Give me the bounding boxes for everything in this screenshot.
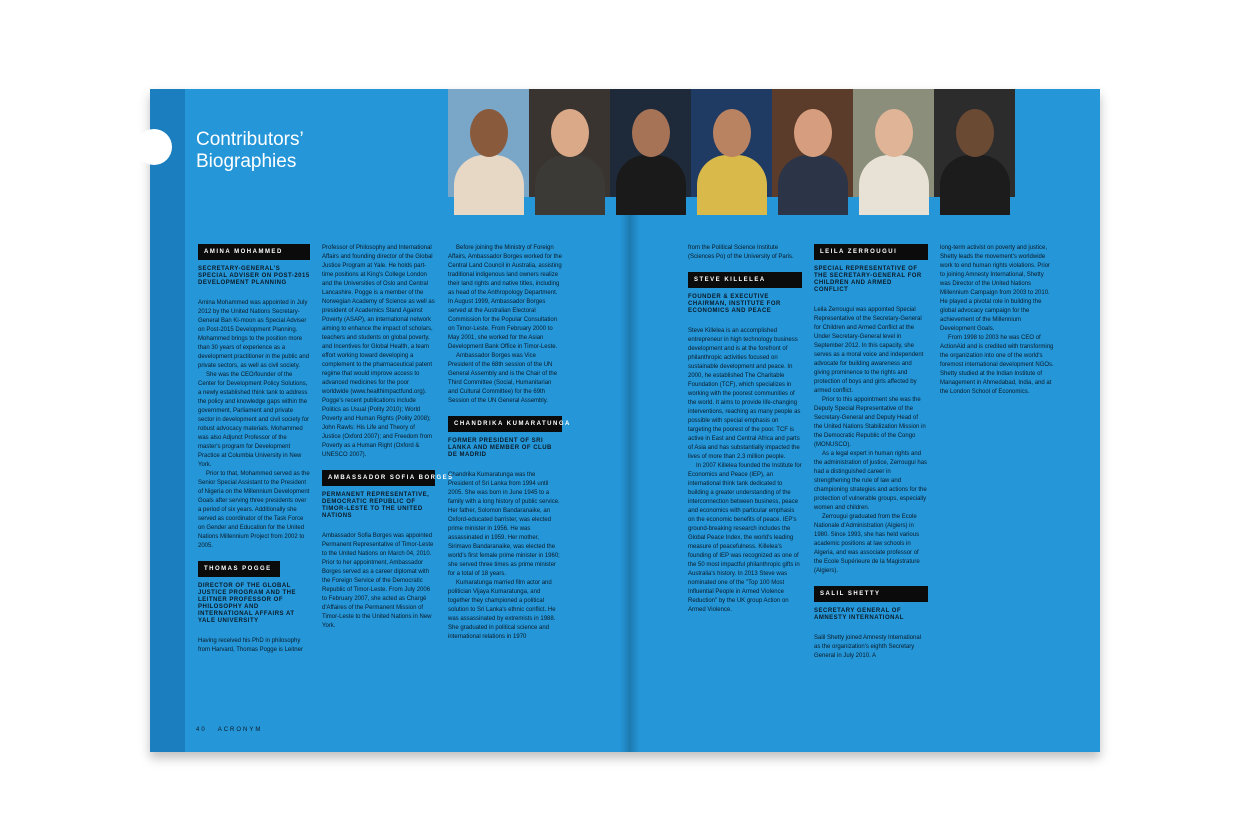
role-amina-mohammed: SECRETARY-GENERAL'S SPECIAL ADVISER ON POST-2015 DEVELOPMENT PLANNING [198,266,310,286]
page-edge-strip [150,89,185,752]
portrait-body [940,155,1010,215]
amina-mohammed-photo [448,89,529,197]
bio-paragraph: Ambassador Sofia Borges was appointed Permanent Representative of Timor-Leste to the United Nations on March 04, 2010. Prior to her appointment, Ambassador Borges served as a career diplomat with the Foreign Service of the Democratic Republic of Timor-Leste. From July 2006 to February 2007, she acted as Chargé d'Affaires of the Permanent Mission of Timor-Leste to the United Nations in New York. [322,533,434,629]
column-4 [688,244,802,615]
bio-paragraph: Salil Shetty joined Amnesty International as the organization's eighth Secretary General in July 2010. A [814,635,922,659]
name-bar-thomas-pogge: THOMAS POGGE [198,561,280,577]
thomas-pogge-photo [529,89,610,197]
bio-paragraph: From 1998 to 2003 he was CEO of ActionAid and is credited with transforming the organization into one of the world's foremost international development NGOs. Shetty studied at the Indian Institute of Management in Ahmedabad, India, and at the London School of Economics. [940,335,1054,395]
bio-paragraph: In 2007 Killelea founded the Institute for Economics and Peace (IEP), an international think tank dedicated to building a greater understanding of the interconnection between business, peace and economics with particular emphasis on the economic benefits of peace. IEP's ground-breaking research includes the Global Peace Index, the world's leading measure of peacefulness. Killelea's founding of IEP was recognized as one of the 50 most impactful philanthropic gifts in Australia's history. In 2013 Steve was nominated one of the "Top 100 Most Influential People in Armed Violence Reduction" by the UK group Action on Armed Violence. [688,463,802,613]
name-bar-steve-killelea: STEVE KILLELEA [688,272,802,288]
page-number: 40 [196,727,207,733]
bio-paragraph: Having received his PhD in philosophy from Harvard, Thomas Pogge is Leitner [198,638,303,653]
column-1 [198,244,310,655]
name-bar-chandrika-kumaratunga: CHANDRIKA KUMARATUNGA [448,416,562,432]
bio-paragraph: Zerrougui graduated from the Ecole Nationale d'Administration (Algiers) in 1980. Since 1993, she has held various academic positions at law schools in Algeria, and was associate professor of the Ecole Supérieure de la Magistrature (Algiers). [814,514,920,574]
bio-paragraph: She was the CEO/founder of the Center for Development Policy Solutions, a newly established think tank to address the policy and knowledge gaps within the government, Parliament and private sector in development and civil society for robust advocacy materials. Mohammed was also Adjunct Professor of the master's program for Development Practice at Columbia University in New York. [198,372,310,468]
bio-paragraph: Amina Mohammed was appointed in July 2012 by the United Nations Secretary-General Ban Ki-moon as Special Adviser on Post-2015 Development Planning. Mohammed brings to the position more than 30 years of experience as a development practitioner in the public and private sectors, as well as civil society. [198,300,310,369]
leila-zerrougui-photo [853,89,934,197]
sofia-borges-photo [610,89,691,197]
portrait-body [616,155,686,215]
bio-paragraph: Professor of Philosophy and International Affairs and founding director of the Global Justice Program at Yale. He holds part-time positions at King's College London and the Universities of Oslo and Central Lancashire. Pogge is a member of the Norwegian Academy of Science as well as president of Academics Stand Against Poverty (ASAP), an international network aiming to enhance the impact of scholars, teachers and students on global poverty, and Incentives for Global Health, a team effort working toward developing a complement to the pharmaceutical patent regime that would improve access to advanced medicines for the poor worldwide (www.healthimpactfund.org). Pogge's recent publications include Politics as Usual (Polity 2010); World Poverty and Human Rights (Polity 2008); John Rawls: His Life and Theory of Justice (Oxford 2007); and Freedom from Poverty as a Human Right (Oxford & UNESCO 2007). [322,245,435,458]
bio-paragraph: Prior to this appointment she was the Deputy Special Representative of the Secretary-General and Deputy Head of the United Nations Stabilization Mission in the Democratic Republic of the Congo (MONUSCO). [814,397,926,448]
role-chandrika-kumaratunga: FORMER PRESIDENT OF SRI LANKA AND MEMBER OF CLUB DE MADRID [448,438,552,458]
role-sofia-borges: PERMANENT REPRESENTATIVE, DEMOCRATIC REPUBLIC OF TIMOR-LESTE TO THE UNITED NATIONS [322,492,430,519]
role-steve-killelea: FOUNDER & EXECUTIVE CHAIRMAN, INSTITUTE FOR ECONOMICS AND PEACE [688,294,781,314]
chandrika-kumaratunga-photo [691,89,772,197]
bio-paragraph: Leila Zerrougui was appointed Special Representative of the Secretary-General for Children and Armed Conflict at the Under Secretary-General level in September 2012. In this capacity, she serves as a moral voice and independent advocate for building awareness and giving prominence to the rights and protection of boys and girls affected by armed conflict. [814,307,924,394]
portrait-body [454,155,524,215]
title-line-1: Contributors’ [196,129,304,150]
column-6 [940,244,1054,397]
name-bar-sofia-borges: AMBASSADOR SOFIA BORGES [322,470,435,486]
portrait-head [470,109,508,157]
title-line-2: Biographies [196,151,297,172]
name-bar-amina-mohammed: AMINA MOHAMMED [198,244,310,260]
role-leila-zerrougui: SPECIAL REPRESENTATIVE OF THE SECRETARY-GENERAL FOR CHILDREN AND ARMED CONFLICT [814,266,922,293]
column-3 [448,244,571,642]
portrait-body [697,155,767,215]
bio-paragraph: Ambassador Borges was Vice President of the 68th session of the UN General Assembly and is the Chair of the Third Committee (Social, Humanitarian and Cultural Committee) for the 69th Session of the UN General Assembly. [448,353,558,404]
contributor-photo-strip [448,89,1100,197]
portrait-body [859,155,929,215]
bio-paragraph: Before joining the Ministry of Foreign Affairs, Ambassador Borges worked for the Central Land Council in Australia, assisting traditional indigenous land owners realize their land rights and native titles, including as head of the Anthropology Department. In August 1999, Ambassador Borges served at the Australian Electoral Commission for the Popular Consultation on Timor-Leste. From February 2000 to May 2001, she worked for the Asian Development Bank Office in Timor-Leste. [448,245,562,350]
bio-paragraph: long-term activist on poverty and justice, Shetty leads the movement's worldwide work to end human rights violations. Prior to joining Amnesty International, Shetty was Director of the United Nations Millennium Campaign from 2003 to 2010. He played a pivotal role in building the global advocacy campaign for the achievement of the Millennium Development Goals. [940,245,1051,332]
bio-paragraph: Kumaratunga married film actor and politician Vijaya Kumaratunga, and together they championed a political solution to Sri Lanka's ethnic conflict. He was assassinated by extremists in 1988. She graduated in political science and international relations in 1970 [448,580,556,640]
bio-paragraph: Steve Killelea is an accomplished entrepreneur in high technology business development and is at the forefront of philanthropic activities focused on sustainable development and peace. In 2000, he established The Charitable Foundation (TCF), which specializes in working with the poorest communities of the world. It aims to provide life-changing interventions, reaching as many people as possible with special emphasis on targeting the poorest of the poor. TCF is active in East and Central Africa and parts of Asia and has substantially impacted the lives of more than 2.3 million people. [688,328,801,460]
page-footer [196,727,262,733]
portrait-body [535,155,605,215]
salil-shetty-photo [934,89,1015,197]
portrait-head [875,109,913,157]
publication-name: ACRONYM [217,727,263,733]
portrait-head [632,109,670,157]
column-2 [322,244,454,631]
portrait-body [778,155,848,215]
column-5 [814,244,928,661]
page-title [196,129,304,173]
portrait-head [713,109,751,157]
magazine-spread [150,89,1100,752]
portrait-head [551,109,589,157]
bio-paragraph: Prior to that, Mohammed served as the Senior Special Assistant to the President of Nigeria on the Millennium Development Goals after serving three presidents over a period of six years. Additionally she served as coordinator of the Task Force on Gender and Education for the United Nations Millennium Project from 2002 to 2005. [198,471,310,549]
bio-paragraph: from the Political Science Institute (Sciences Po) of the University of Paris. [688,245,794,260]
portrait-head [794,109,832,157]
bio-paragraph: Chandrika Kumaratunga was the President of Sri Lanka from 1994 until 2005. She was born in June 1945 to a family with a long history of public service. Her father, Solomon Bandaranaike, an Oxford-educated barrister, was elected prime minister in 1956. He was assassinated in 1959. Her mother, Sirimavo Bandaranaike, was elected the world's first female prime minister in 1960; she served three times as prime minister for a total of 18 years. [448,472,560,577]
steve-killelea-photo [772,89,853,197]
section-tab-marker [136,129,172,165]
bio-paragraph: As a legal expert in human rights and the administration of justice, Zerrougui has had a distinguished career in strengthening the rule of law and championing strategies and actions for the protection of vulnerable groups, especially women and children. [814,451,928,511]
name-bar-salil-shetty: SALIL SHETTY [814,586,928,602]
name-bar-leila-zerrougui: LEILA ZERROUGUI [814,244,928,260]
role-salil-shetty: SECRETARY GENERAL OF AMNESTY INTERNATIONAL [814,608,904,621]
role-thomas-pogge: DIRECTOR OF THE GLOBAL JUSTICE PROGRAM AND THE LEITNER PROFESSOR OF PHILOSOPHY AND INTERNATIONAL AFFAIRS AT YALE UNIVERSITY [198,583,296,624]
portrait-head [956,109,994,157]
